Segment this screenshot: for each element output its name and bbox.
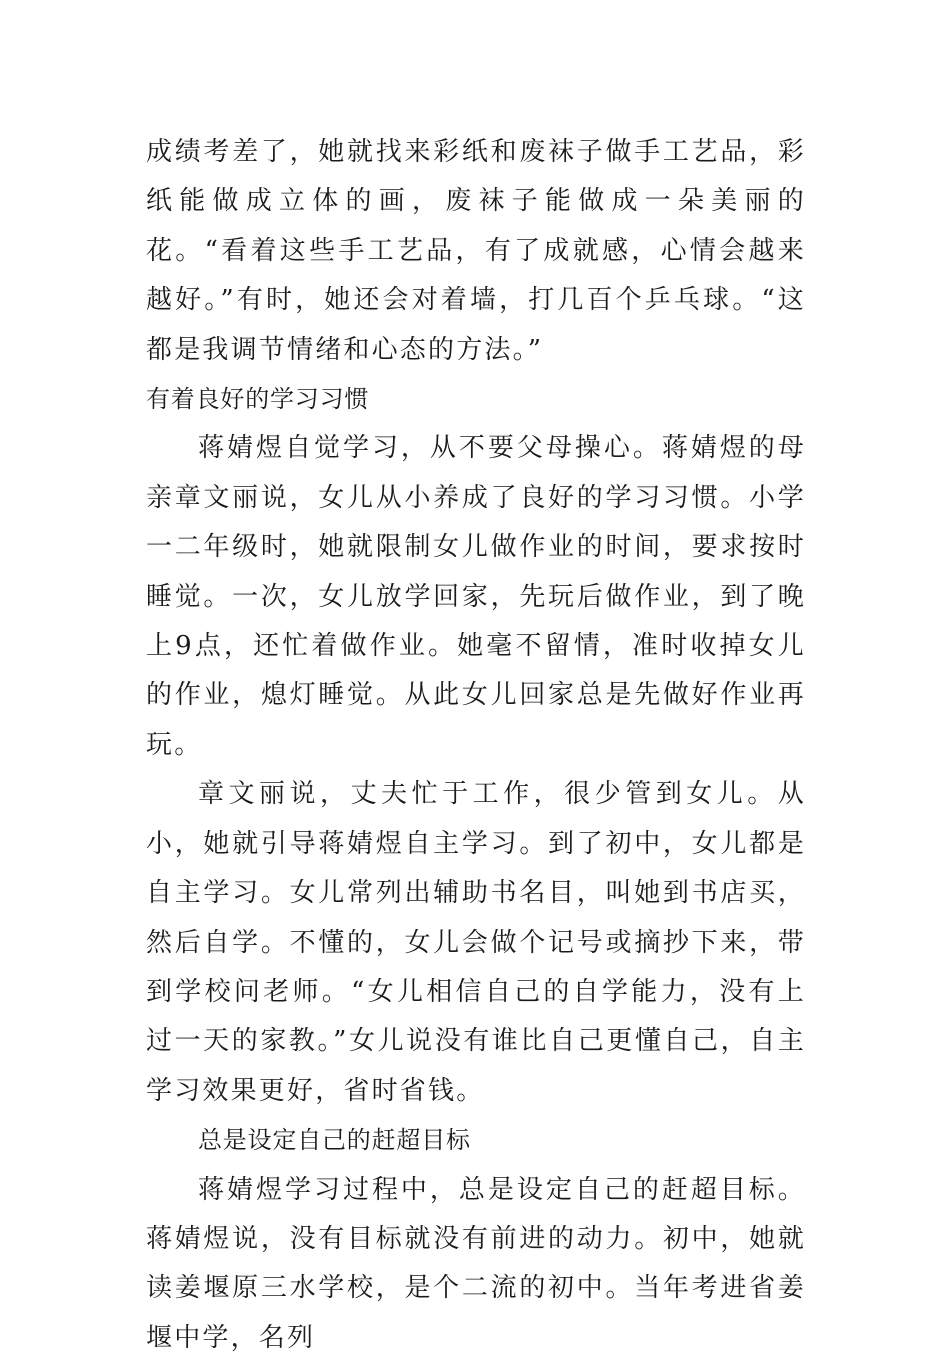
section-heading-study-habits: 有着良好的学习习惯 [146,385,370,414]
section-heading-goals: 总是设定自己的赶超目标 [198,1126,471,1155]
paragraph-self-study: 蒋婧煜自觉学习，从不要父母操心。蒋婧煜的母亲章文丽说，女儿从小养成了良好的学习习惯。小学一二年级时，她就限制女儿做作业的时间，要求按时睡觉。一次，女儿放学回家，先玩后做作业，到了晚上9点，还忙着做作业。她毫不留情，准时收掉女儿的作业，熄灯睡觉。从此女儿回家总是先做好作业再玩。 [146,433,806,760]
paragraph-independent-learning: 章文丽说，丈夫忙于工作，很少管到女儿。从小，她就引导蒋婧煜自主学习。到了初中，女儿都是自主学习。女儿常列出辅助书名目，叫她到书店买，然后自学。不懂的，女儿会做个记号或摘抄下来，带到学校问老师。“女儿相信自己的自学能力，没有上过一天的家教。”女儿说没有谁比自己更懂自己，自主学习效果更好，省时省钱。 [146,779,806,1106]
paragraph-hobbies: 成绩考差了，她就找来彩纸和废袜子做手工艺品，彩纸能做成立体的画，废袜子能做成一朵美丽的花。“看着这些手工艺品，有了成就感，心情会越来越好。”有时，她还会对着墙，打几百个乒乓球。“这都是我调节情绪和心态的方法。” [146,137,806,365]
paragraph-goals: 蒋婧煜学习过程中，总是设定自己的赶超目标。蒋婧煜说，没有目标就没有前进的动力。初中，她就读姜堰原三水学校，是个二流的初中。当年考进省姜堰中学，名列 [146,1174,806,1353]
article-body [146,128,806,1363]
